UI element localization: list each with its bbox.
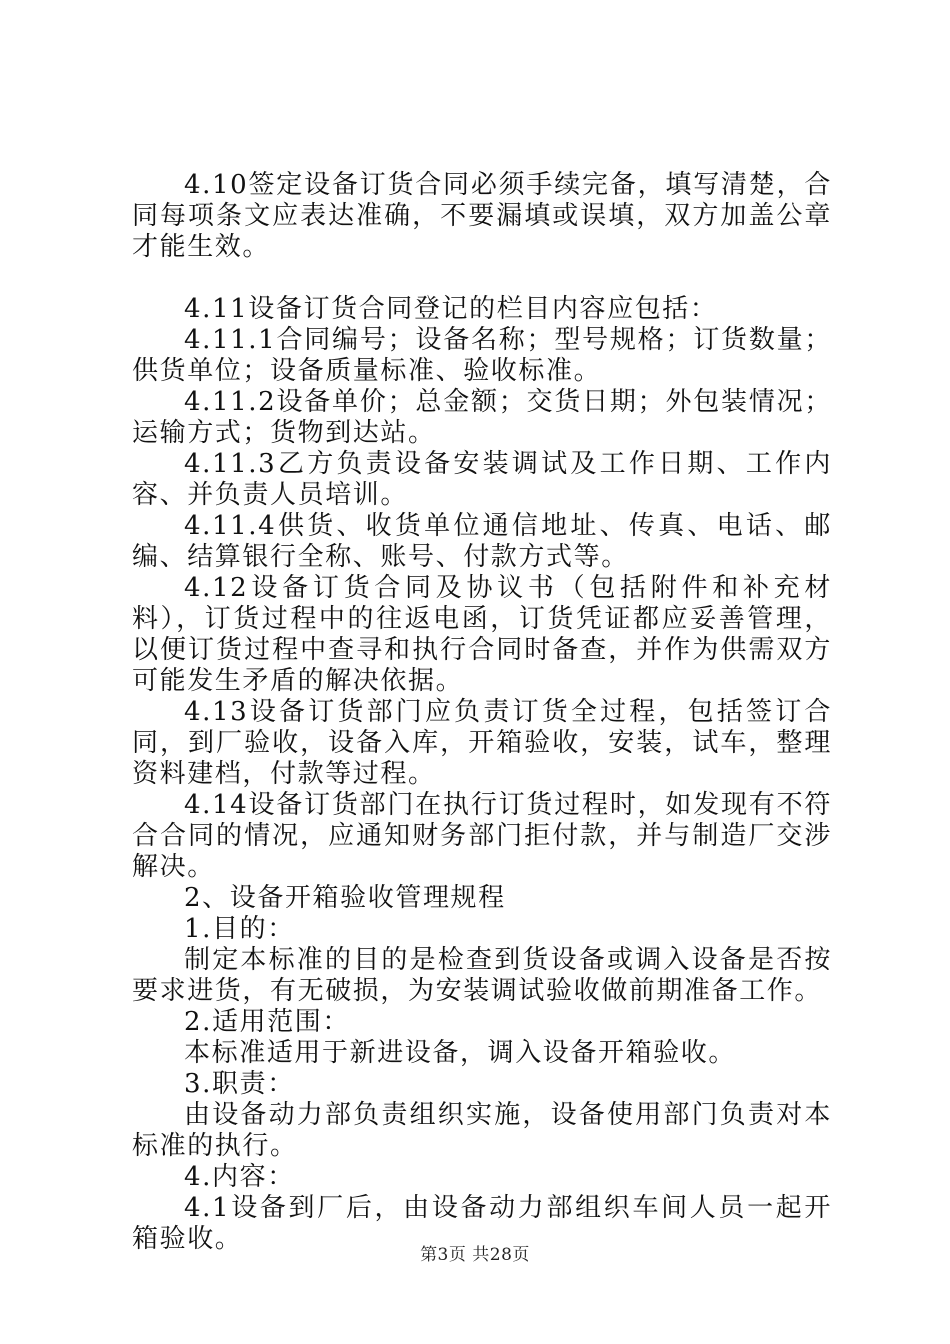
section-heading: 2、设备开箱验收管理规程 [184, 883, 506, 913]
subheading: 1.目的： [184, 914, 295, 944]
subheading: 3.职责： [184, 1069, 295, 1099]
paragraph: 4.11设备订货合同登记的栏目内容应包括： [184, 294, 718, 324]
paragraph: 4.10签定设备订货合同必须手续完备，填写清楚，合同每项条文应表达准确，不要漏填或误填，双方加盖公章才能生效。 [132, 170, 832, 262]
paragraph: 4.11.2设备单价；总金额；交货日期；外包装情况；运输方式；货物到达站。 [132, 387, 832, 448]
paragraph: 4.13设备订货部门应负责订货全过程，包括签订合同，到厂验收，设备入库，开箱验收，安装，试车，整理资料建档，付款等过程。 [132, 697, 832, 789]
subheading: 4.内容： [184, 1162, 295, 1192]
paragraph: 4.11.4供货、收货单位通信地址、传真、电话、邮编、结算银行全称、账号、付款方式等。 [132, 511, 832, 572]
paragraph: 4.11.3乙方负责设备安装调试及工作日期、工作内容、并负责人员培训。 [132, 449, 832, 510]
paragraph: 4.12设备订货合同及协议书（包括附件和补充材料），订货过程中的往返电函，订货凭证都应妥善管理，以便订货过程中查寻和执行合同时备查，并作为供需双方可能发生矛盾的解决依据。 [132, 573, 832, 696]
paragraph: 4.11.1合同编号；设备名称；型号规格；订货数量；供货单位；设备质量标准、验收标准。 [132, 325, 832, 386]
page-number-footer: 第3页 共28页 [420, 1245, 530, 1265]
paragraph: 4.1设备到厂后，由设备动力部组织车间人员一起开箱验收。 [132, 1193, 832, 1254]
paragraph: 本标准适用于新进设备，调入设备开箱验收。 [184, 1038, 737, 1068]
paragraph: 由设备动力部负责组织实施，设备使用部门负责对本标准的执行。 [132, 1100, 832, 1161]
subheading: 2.适用范围： [184, 1007, 351, 1037]
paragraph: 制定本标准的目的是检查到货设备或调入设备是否按要求进货，有无破损，为安装调试验收做前期准备工作。 [132, 945, 832, 1006]
paragraph: 4.14设备订货部门在执行订货过程时，如发现有不符合合同的情况，应通知财务部门拒付款，并与制造厂交涉解决。 [132, 790, 832, 882]
body-text [132, 170, 832, 1255]
